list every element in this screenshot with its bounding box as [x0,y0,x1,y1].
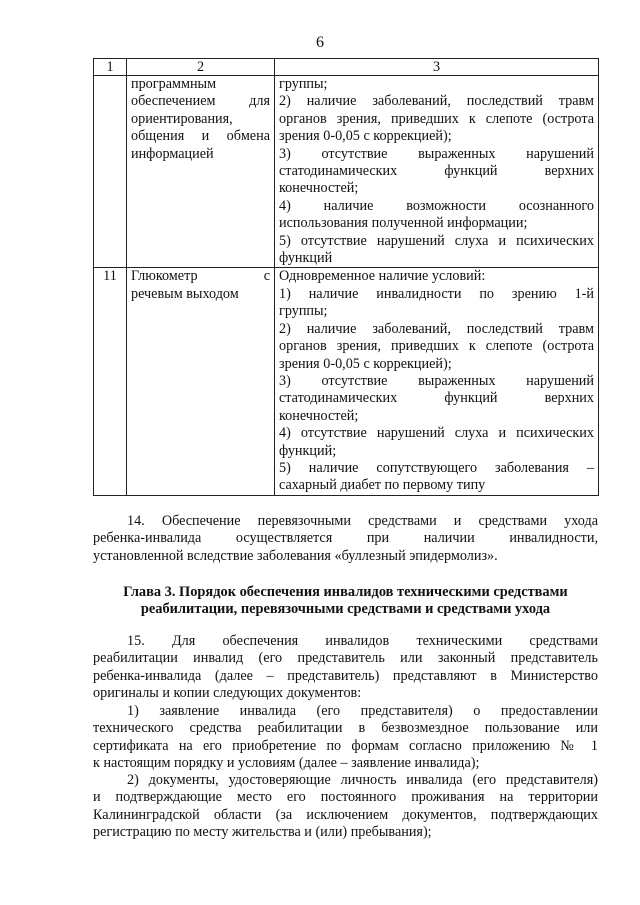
text-line: оригиналы и копии следующих документов: [93,685,362,702]
name-line: Глюкометр с [131,268,270,285]
condition-line: 2) наличие заболеваний, последствий травм [279,320,594,337]
condition-line: зрения 0-0,05 с коррекцией); [279,128,452,145]
table-header-row [94,59,599,76]
text-line: Калининградской области (за исключением документов, подтверждающих [93,806,598,823]
text-line: и подтверждающие место его постоянного проживания на территории [93,789,598,806]
device-name-cell [127,76,275,268]
row-number: 11 [94,268,127,495]
requirements-table [93,58,599,496]
table-row [94,76,599,268]
text-line: регистрацию по месту жительства и (или) пребывания); [93,824,432,841]
text-line: 1) заявление инвалида (его представителя) о предоставлении [127,703,598,719]
condition-line: сахарный диабет по первому типу [279,477,486,494]
heading-line: реабилитации, перевязочными средствами и средствами ухода [140,601,551,618]
text-line: ребенка-инвалида (далее – представитель) представляют в Министерство [93,667,598,684]
text-line: 2) документы, удостоверяющие личность инвалида (его представителя) [127,772,598,788]
condition-line: 5) наличие сопутствующего заболевания – [279,459,594,476]
device-name-cell [127,268,275,495]
condition-line: использования полученной информации; [279,215,528,232]
condition-line: статодинамических функций верхних [279,163,594,180]
text-line: технического средства реабилитации в безвозмездное пользование или [93,720,598,737]
page-number: 6 [316,34,324,51]
heading-line: Глава 3. Порядок обеспечения инвалидов техническими средствами [123,584,568,600]
text-line: установленной вследствие заболевания «буллезный эпидермолиз». [93,547,498,564]
column-header: 3 [275,59,599,76]
list-item-2 [93,772,598,842]
name-line: ориентирования, [131,110,233,127]
condition-line: Одновременное наличие условий: [279,268,486,285]
text-line: сертификата на его приобретение по формам согласно приложению № 1 [93,737,598,754]
name-line: речевым выходом [131,285,239,302]
text-line: ребенка-инвалида осуществляется при наличии инвалидности, [93,530,598,547]
name-line: информацией [131,145,214,162]
condition-line: органов зрения, приведших к слепоте (острота [279,338,594,355]
name-line: программным [131,76,217,92]
column-header: 1 [94,59,127,76]
condition-line: 5) отсутствие нарушений слуха и психических [279,232,594,249]
name-line: общения и обмена [131,128,270,145]
condition-line: группы; [279,303,328,320]
condition-line: функций [279,250,333,267]
paragraph-15 [93,633,598,703]
text-line: к настоящим порядку и условиям (далее – заявление инвалида); [93,755,480,772]
row-number [94,76,127,268]
name-line: обеспечением для [131,93,270,110]
condition-line: функций; [279,442,337,459]
condition-line: группы; [279,76,328,92]
text-line: 14. Обеспечение перевязочными средствами и средствами ухода [127,513,598,529]
text-line: 15. Для обеспечения инвалидов техническими средствами [127,633,598,649]
condition-line: зрения 0-0,05 с коррекцией); [279,355,452,372]
conditions-cell [275,268,599,495]
condition-line: статодинамических функций верхних [279,390,594,407]
condition-line: 4) отсутствие нарушений слуха и психических [279,425,594,442]
conditions-cell [275,76,599,268]
condition-line: 4) наличие возможности осознанного [279,197,594,214]
condition-line: 3) отсутствие выраженных нарушений [279,372,594,389]
list-item-1 [93,703,598,773]
table-row [94,268,599,495]
condition-line: конечностей; [279,407,359,424]
condition-line: конечностей; [279,180,359,197]
condition-line: 3) отсутствие выраженных нарушений [279,145,594,162]
text-line: реабилитации инвалид (его представитель или законный представитель [93,650,598,667]
condition-line: органов зрения, приведших к слепоте (острота [279,110,594,127]
chapter-heading [93,584,598,619]
column-header: 2 [127,59,275,76]
condition-line: 1) наличие инвалидности по зрению 1-й [279,285,594,302]
paragraph-14 [93,513,598,565]
condition-line: 2) наличие заболеваний, последствий травм [279,93,594,110]
